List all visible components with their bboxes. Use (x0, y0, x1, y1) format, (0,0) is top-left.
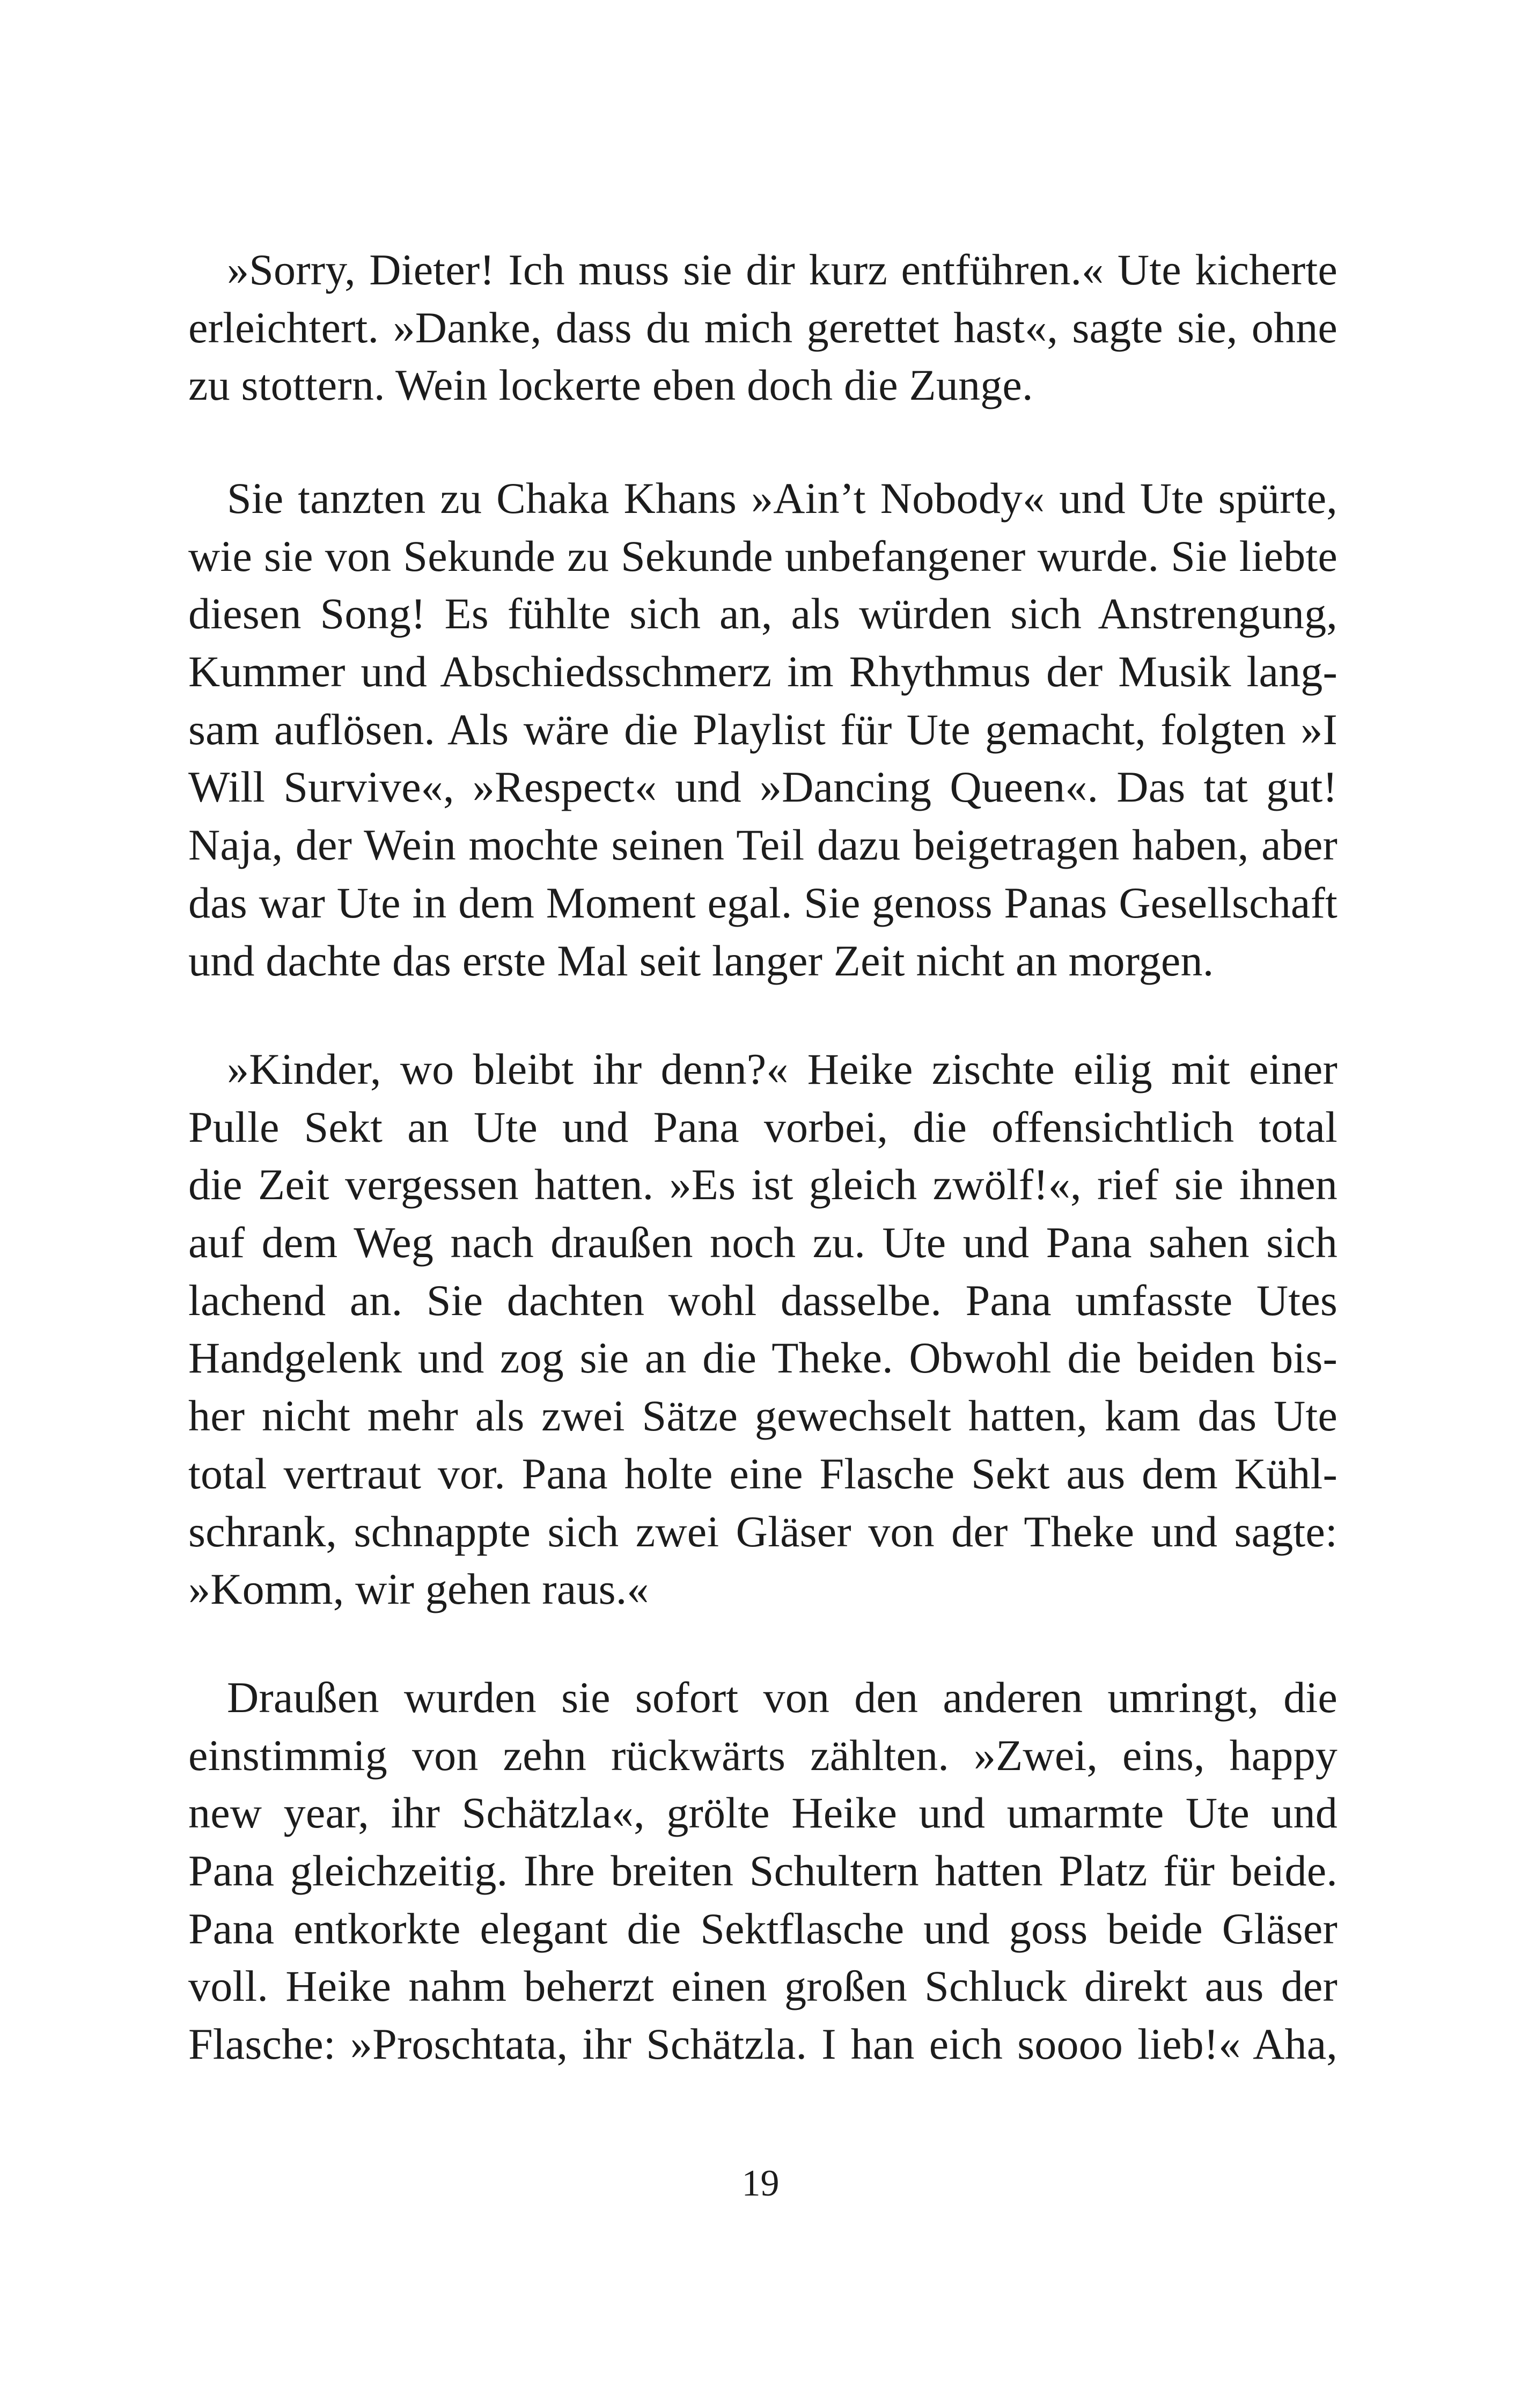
text-line: und dachte das erste Mal seit langer Zeit nicht an morgen. (188, 936, 1214, 985)
text-line: Pana gleichzeitig. Ihre breiten Schultern hatten Platz für beide. (188, 1846, 1338, 1896)
text-line: voll. Heike nahm beherzt einen großen Schluck direkt aus der (188, 1962, 1338, 2011)
text-line: Pana entkorkte elegant die Sektflasche und goss beide Gläser (188, 1904, 1338, 1953)
text-line: sam auflösen. Als wäre die Playlist für Ute gemacht, folgten »I (188, 704, 1338, 754)
text-line: diesen Song! Es fühlte sich an, als würden sich Anstrengung, (188, 589, 1338, 638)
text-line: wie sie von Sekunde zu Sekunde unbefangener wurde. Sie liebte (188, 531, 1338, 581)
text-line: Naja, der Wein mochte seinen Teil dazu beigetragen haben, aber (188, 820, 1338, 870)
paragraph-2 (188, 469, 1338, 989)
text-line: erleichtert. »Danke, dass du mich gerettet hast«, sagte sie, ohne (188, 303, 1338, 352)
text-line: Draußen wurden sie sofort von den anderen umringt, die (227, 1673, 1338, 1722)
text-line: »Sorry, Dieter! Ich muss sie dir kurz entführen.« Ute kicherte (227, 245, 1338, 294)
paragraph-3 (188, 1040, 1338, 1618)
text-line: Kummer und Abschiedsschmerz im Rhythmus der Musik lang- (188, 647, 1338, 696)
text-line: Will Survive«, »Respect« und »Dancing Queen«. Das tat gut! (188, 762, 1338, 812)
text-line: Flasche: »Proschtata, ihr Schätzla. I han eich soooo lieb!« Aha, (188, 2020, 1338, 2069)
text-line: die Zeit vergessen hatten. »Es ist gleich zwölf!«, rief sie ihnen (188, 1160, 1338, 1209)
text-line: »Komm, wir gehen raus.« (188, 1565, 649, 1614)
text-line: total vertraut vor. Pana holte eine Flasche Sekt aus dem Kühl- (188, 1449, 1338, 1498)
text-line: Sie tanzten zu Chaka Khans »Ain’t Nobody« und Ute spürte, (227, 474, 1338, 523)
text-line: »Kinder, wo bleibt ihr denn?« Heike zischte eilig mit einer (227, 1045, 1338, 1093)
page-number: 19 (741, 2163, 780, 2204)
text-line: her nicht mehr als zwei Sätze gewechselt hatten, kam das Ute (188, 1391, 1338, 1441)
text-line: Handgelenk und zog sie an die Theke. Obwohl die beiden bis- (188, 1333, 1338, 1383)
paragraph-4 (188, 1669, 1338, 2073)
text-line: lachend an. Sie dachten wohl dasselbe. Pana umfasste Utes (188, 1275, 1338, 1325)
text-line: einstimmig von zehn rückwärts zählten. »Zwei, eins, happy (188, 1730, 1338, 1780)
text-line: das war Ute in dem Moment egal. Sie genoss Panas Gesellschaft (188, 878, 1338, 927)
text-line: zu stottern. Wein lockerte eben doch die Zunge. (188, 361, 1033, 410)
paragraph-1 (188, 241, 1338, 414)
text-line: new year, ihr Schätzla«, grölte Heike und umarmte Ute und (188, 1788, 1338, 1838)
text-line: Pulle Sekt an Ute und Pana vorbei, die offensichtlich total (188, 1102, 1338, 1151)
text-line: auf dem Weg nach draußen noch zu. Ute und Pana sahen sich (188, 1218, 1338, 1267)
text-line: schrank, schnappte sich zwei Gläser von der Theke und sagte: (188, 1507, 1338, 1556)
